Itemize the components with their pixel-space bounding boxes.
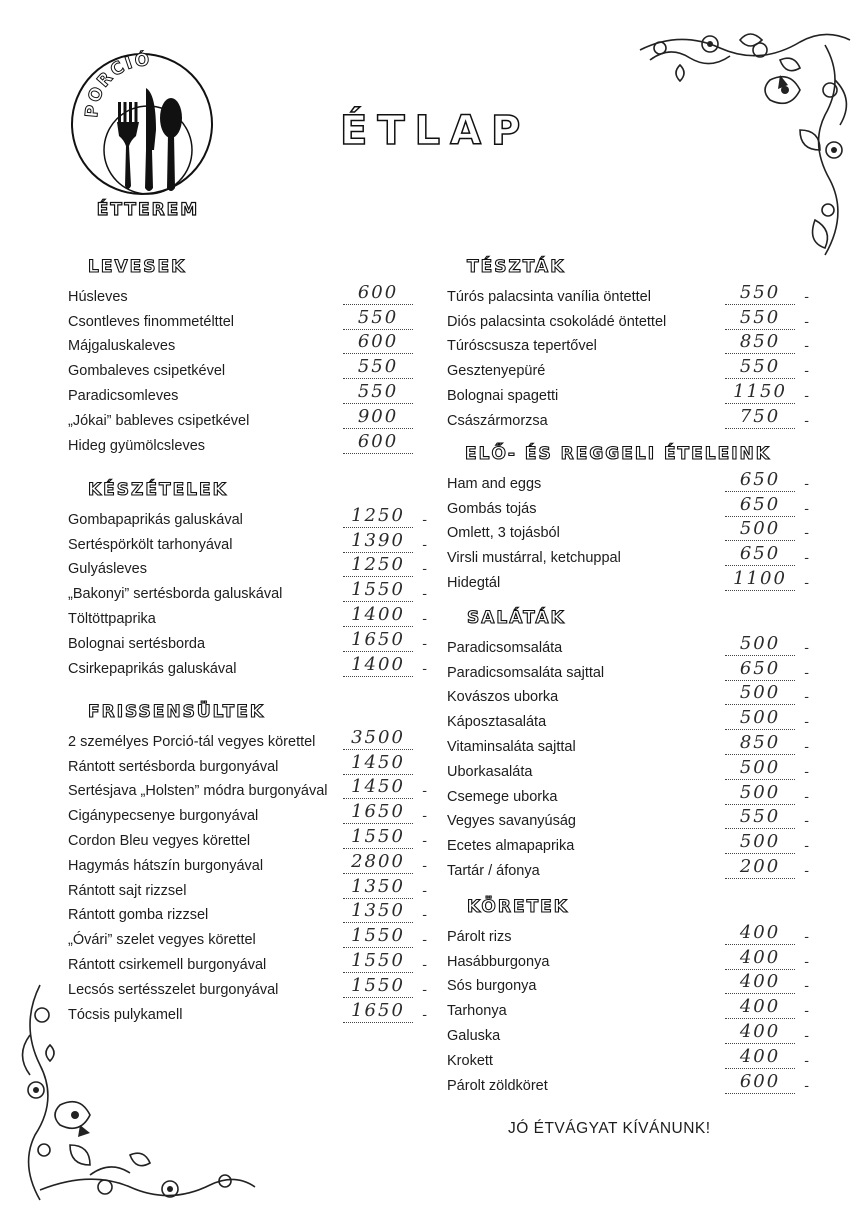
menu-item [68, 305, 413, 330]
price-dash: - [422, 956, 427, 973]
price-dash: - [422, 610, 427, 627]
menu-item-name: Gombapaprikás galuskával [68, 511, 243, 528]
menu-item-price [725, 281, 809, 305]
price-dash: - [422, 808, 427, 825]
price-value: 850 [739, 331, 781, 353]
menu-item [68, 354, 413, 379]
price-dash: - [422, 981, 427, 998]
price-value: 1400 [351, 653, 405, 675]
menu-item-name: Túróscsusza tepertővel [447, 338, 597, 355]
section-tesztak [447, 254, 809, 429]
menu-item [447, 1069, 809, 1094]
price-value: 550 [739, 281, 781, 303]
menu-item-name: Uborkasaláta [447, 763, 533, 780]
menu-item-price [343, 999, 427, 1023]
price-value: 400 [739, 921, 781, 943]
price-value: 1350 [351, 875, 405, 897]
menu-item-name: „Bakonyi” sertésborda galuskával [68, 586, 283, 603]
menu-item [447, 730, 809, 755]
menu-item-name: Virsli mustárral, ketchuppal [447, 550, 621, 567]
menu-item-price [343, 603, 427, 627]
item-list [447, 467, 809, 591]
price-value: 400 [739, 996, 781, 1018]
price-dash: - [804, 928, 809, 945]
price-value: 650 [739, 468, 781, 490]
menu-item-name: Túrós palacsinta vanília öntettel [447, 288, 651, 305]
menu-item [68, 973, 427, 998]
menu-item [68, 404, 413, 429]
price-dash: - [804, 1027, 809, 1044]
menu-item [68, 849, 427, 874]
price-dash: - [804, 838, 809, 855]
menu-item [68, 528, 427, 553]
menu-item-price [343, 307, 413, 330]
menu-item-price [343, 406, 413, 429]
price-dash: - [804, 953, 809, 970]
menu-item-name: Tarhonya [447, 1003, 507, 1020]
price-dash: - [804, 500, 809, 517]
price-value: 550 [357, 306, 399, 328]
menu-item-name: Sertéspörkölt tarhonyával [68, 536, 233, 553]
price-dash: - [422, 882, 427, 899]
price-value: 1150 [733, 380, 787, 402]
price-value: 1100 [733, 567, 787, 589]
menu-item-name: Paradicsomsaláta sajttal [447, 664, 605, 681]
menu-item-name: Gombás tojás [447, 500, 537, 517]
price-value: 550 [739, 356, 781, 378]
menu-item-price [343, 776, 427, 800]
price-value: 1550 [351, 925, 405, 947]
price-dash: - [804, 862, 809, 879]
price-dash: - [422, 511, 427, 528]
price-dash: - [804, 387, 809, 404]
menu-item [447, 330, 809, 355]
menu-item-price [343, 282, 413, 305]
price-dash: - [422, 783, 427, 800]
price-dash: - [804, 363, 809, 380]
price-value: 1650 [351, 628, 405, 650]
menu-item-price [725, 657, 809, 681]
menu-item-price [725, 682, 809, 706]
fork-icon [117, 102, 139, 189]
item-list [68, 280, 413, 454]
menu-item [447, 681, 809, 706]
menu-item-price [725, 806, 809, 830]
menu-item [447, 280, 809, 305]
menu-item [447, 854, 809, 879]
price-value: 400 [739, 1020, 781, 1042]
menu-item-price [343, 356, 413, 379]
menu-item-name: Tartár / áfonya [447, 862, 540, 879]
menu-item-price [725, 1070, 809, 1094]
section-title: ELŐ- ÉS REGGELI ÉTELEINK [465, 444, 771, 464]
menu-item-price [343, 949, 427, 973]
menu-item-name: Bolognai spagetti [447, 387, 559, 404]
item-list [447, 280, 809, 429]
menu-item-name: Császármorzsa [447, 412, 548, 429]
menu-item [447, 566, 809, 591]
menu-item-name: Gulyásleves [68, 561, 147, 578]
logo-name: PORCIÓ [82, 50, 152, 119]
menu-item-price [725, 632, 809, 656]
menu-item [68, 652, 427, 677]
menu-item [68, 503, 427, 528]
price-value: 400 [739, 971, 781, 993]
price-value: 650 [739, 657, 781, 679]
menu-item [68, 775, 427, 800]
menu-item-price [725, 405, 809, 429]
menu-item [447, 1019, 809, 1044]
menu-item-name: Májgaluskaleves [68, 338, 176, 355]
price-value: 550 [739, 806, 781, 828]
price-value: 600 [357, 430, 399, 452]
menu-item-name: Omlett, 3 tojásból [447, 525, 560, 542]
price-dash: - [804, 475, 809, 492]
price-dash: - [804, 550, 809, 567]
menu-item-price [725, 356, 809, 380]
section-levesek [68, 254, 413, 454]
menu-item-name: Csemege uborka [447, 788, 558, 805]
menu-item-price [725, 996, 809, 1020]
section-reggeli [447, 441, 809, 591]
menu-item [68, 799, 427, 825]
price-value: 550 [357, 356, 399, 378]
menu-item [68, 750, 413, 775]
menu-item [447, 541, 809, 567]
price-value: 1390 [351, 529, 405, 551]
price-dash: - [422, 660, 427, 677]
menu-item [68, 602, 427, 627]
price-dash: - [804, 525, 809, 542]
menu-item-name: „Jókai” bableves csipetkével [68, 412, 250, 429]
price-value: 850 [739, 731, 781, 753]
price-dash: - [804, 1052, 809, 1069]
menu-item-price [343, 653, 427, 677]
price-value: 1450 [351, 776, 405, 798]
menu-item-name: Lecsós sertésszelet burgonyával [68, 981, 279, 998]
menu-item-name: Ecetes almapaprika [447, 838, 575, 855]
menu-item [447, 755, 809, 780]
menu-item-name: Töltöttpaprika [68, 610, 156, 627]
price-dash: - [804, 1077, 809, 1094]
price-value: 900 [357, 405, 399, 427]
item-list [68, 503, 427, 677]
menu-item-price [725, 707, 809, 731]
menu-item [447, 492, 809, 517]
price-value: 400 [739, 1045, 781, 1067]
menu-item [447, 705, 809, 731]
menu-item [447, 829, 809, 855]
menu-item [68, 280, 413, 305]
menu-item [447, 379, 809, 404]
price-value: 500 [739, 682, 781, 704]
price-value: 500 [739, 756, 781, 778]
price-dash: - [422, 635, 427, 652]
menu-item-price [725, 493, 809, 517]
menu-item-name: Tócsis pulykamell [68, 1006, 183, 1023]
menu-item [68, 899, 427, 924]
menu-item-name: Rántott gomba rizzsel [68, 907, 209, 924]
menu-item [68, 553, 427, 578]
menu-item [447, 404, 809, 429]
menu-item [68, 874, 427, 899]
section-frissensultek [68, 699, 427, 1023]
price-dash: - [804, 738, 809, 755]
menu-item-name: Vitaminsaláta sajttal [447, 738, 576, 755]
page-title: ÉTLAP [340, 108, 531, 154]
menu-item [68, 627, 427, 652]
menu-item [68, 577, 427, 603]
price-value: 500 [739, 632, 781, 654]
menu-item [447, 631, 809, 656]
item-list [68, 725, 427, 1023]
menu-item [447, 305, 809, 330]
menu-item-name: Párolt zöldköret [447, 1077, 548, 1094]
section-salatak [447, 605, 809, 879]
price-value: 2800 [351, 850, 405, 872]
price-dash: - [804, 288, 809, 305]
menu-item-price [725, 731, 809, 755]
corner-ornament-icon [620, 20, 860, 280]
restaurant-logo [68, 50, 228, 230]
menu-item-name: Rántott sajt rizzsel [68, 882, 187, 899]
spoon-icon [160, 98, 182, 191]
menu-item-price [725, 468, 809, 492]
menu-item-price [725, 921, 809, 945]
menu-item-name: Párolt rizs [447, 928, 512, 945]
price-value: 500 [739, 707, 781, 729]
item-list [447, 920, 809, 1094]
menu-item-name: 2 személyes Porció-tál vegyes körettel [68, 733, 316, 750]
price-dash: - [804, 338, 809, 355]
menu-item-price [725, 781, 809, 805]
menu-item-price [343, 801, 427, 825]
menu-item-name: Gombaleves csipetkével [68, 363, 226, 380]
price-value: 1450 [351, 751, 405, 773]
price-value: 650 [739, 493, 781, 515]
section-title: SALÁTÁK [467, 608, 566, 628]
price-dash: - [804, 412, 809, 429]
closing-message: JÓ ÉTVÁGYAT KÍVÁNUNK! [508, 1120, 711, 1137]
menu-item-name: Káposztasaláta [447, 714, 547, 731]
menu-item [447, 805, 809, 830]
menu-item-name: Rántott csirkemell burgonyával [68, 956, 267, 973]
menu-item [447, 1044, 809, 1069]
menu-item-price [343, 825, 427, 849]
menu-item [68, 824, 427, 849]
price-value: 1550 [351, 825, 405, 847]
price-value: 200 [739, 855, 781, 877]
menu-item [447, 994, 809, 1020]
price-value: 550 [357, 380, 399, 402]
logo-emblem-icon [68, 50, 228, 210]
menu-item-price [725, 1020, 809, 1044]
price-value: 1350 [351, 900, 405, 922]
price-dash: - [804, 574, 809, 591]
price-value: 1650 [351, 801, 405, 823]
price-value: 600 [357, 281, 399, 303]
price-dash: - [422, 907, 427, 924]
menu-item-price [343, 331, 413, 354]
menu-item-name: Cigánypecsenye burgonyával [68, 808, 259, 825]
knife-icon [145, 88, 156, 191]
menu-item [447, 354, 809, 380]
price-dash: - [422, 932, 427, 949]
price-dash: - [422, 586, 427, 603]
price-value: 550 [739, 306, 781, 328]
menu-item-price [725, 543, 809, 567]
menu-item-name: Hideg gyümölcsleves [68, 437, 206, 454]
price-value: 500 [739, 781, 781, 803]
menu-item-name: Rántott sertésborda burgonyával [68, 758, 279, 775]
price-value: 1550 [351, 949, 405, 971]
price-value: 1250 [351, 504, 405, 526]
price-value: 1250 [351, 554, 405, 576]
menu-item [68, 998, 427, 1023]
menu-item [447, 467, 809, 492]
price-value: 3500 [351, 726, 405, 748]
menu-item-name: Paradicsomsaláta [447, 639, 563, 656]
menu-item [68, 923, 427, 949]
menu-item-name: Paradicsomleves [68, 387, 179, 404]
menu-item-name: Kovászos uborka [447, 689, 559, 706]
menu-item [68, 429, 413, 454]
price-dash: - [804, 788, 809, 805]
menu-item [447, 970, 809, 995]
menu-item-name: Csirkepaprikás galuskával [68, 660, 237, 677]
price-dash: - [804, 763, 809, 780]
price-dash: - [422, 857, 427, 874]
price-value: 1650 [351, 999, 405, 1021]
price-dash: - [422, 832, 427, 849]
menu-item-name: Sertésjava „Holsten” módra burgonyával [68, 783, 328, 800]
menu-item-name: Csontleves finommetélttel [68, 313, 235, 330]
menu-item-price [343, 554, 427, 578]
price-dash: - [422, 536, 427, 553]
section-title: FRISSENSÜLTEK [88, 702, 266, 722]
menu-item-price [725, 756, 809, 780]
menu-item-name: Sós burgonya [447, 978, 537, 995]
menu-item [447, 780, 809, 805]
price-dash: - [804, 714, 809, 731]
price-value: 1550 [351, 579, 405, 601]
price-value: 650 [739, 543, 781, 565]
menu-item-price [343, 579, 427, 603]
menu-item [447, 945, 809, 970]
menu-item-price [343, 431, 413, 454]
menu-item [447, 656, 809, 681]
menu-item-price [343, 925, 427, 949]
menu-item-price [725, 306, 809, 330]
price-value: 500 [739, 831, 781, 853]
menu-item-name: „Óvári” szelet vegyes körettel [68, 932, 256, 949]
price-value: 500 [739, 518, 781, 540]
menu-item-name: Vegyes savanyúság [447, 813, 576, 830]
menu-item-price [725, 946, 809, 970]
menu-item-price [343, 974, 427, 998]
price-dash: - [804, 689, 809, 706]
section-title: LEVESEK [88, 257, 187, 277]
menu-item-price [343, 529, 427, 553]
section-koretek [447, 894, 809, 1094]
menu-item-name: Gesztenyepüré [447, 363, 546, 380]
svg-text:PORCIÓ [82, 50, 152, 118]
menu-item-price [725, 831, 809, 855]
section-title: KÉSZÉTELEK [88, 480, 228, 500]
menu-item [68, 948, 427, 973]
price-dash: - [804, 664, 809, 681]
menu-item [68, 330, 413, 355]
menu-item-name: Ham and eggs [447, 475, 542, 492]
price-value: 750 [739, 405, 781, 427]
menu-item-name: Hagymás hátszín burgonyával [68, 857, 264, 874]
menu-item-price [725, 567, 809, 591]
item-list [447, 631, 809, 879]
menu-item-price [343, 752, 413, 775]
menu-item-name: Bolognai sertésborda [68, 635, 206, 652]
price-dash: - [804, 978, 809, 995]
price-dash: - [422, 561, 427, 578]
price-value: 1400 [351, 603, 405, 625]
price-dash: - [804, 313, 809, 330]
price-value: 600 [357, 331, 399, 353]
menu-item-price [725, 855, 809, 879]
price-dash: - [804, 813, 809, 830]
menu-item-price [343, 727, 413, 750]
section-title: KÖRETEK [467, 897, 569, 917]
menu-item-price [343, 900, 427, 924]
price-value: 1550 [351, 974, 405, 996]
menu-item-name: Húsleves [68, 288, 128, 305]
price-dash: - [422, 1006, 427, 1023]
menu-item-price [343, 628, 427, 652]
menu-item-name: Cordon Bleu vegyes körettel [68, 832, 251, 849]
menu-item-name: Krokett [447, 1052, 493, 1069]
section-keszetelek [68, 477, 427, 677]
logo-subtitle: ÉTTEREM [96, 200, 200, 220]
menu-item-price [725, 380, 809, 404]
menu-item [68, 725, 413, 750]
menu-item-price [725, 971, 809, 995]
price-value: 400 [739, 946, 781, 968]
price-dash: - [804, 1003, 809, 1020]
menu-item-price [725, 1045, 809, 1069]
menu-item-price [725, 331, 809, 355]
menu-item-price [343, 504, 427, 528]
menu-item-price [343, 850, 427, 874]
menu-item [447, 920, 809, 945]
menu-item-price [343, 381, 413, 404]
menu-item [68, 379, 413, 404]
menu-item-price [725, 518, 809, 542]
menu-item-price [343, 875, 427, 899]
menu-item-name: Hidegtál [447, 574, 501, 591]
menu-item-name: Galuska [447, 1027, 501, 1044]
price-dash: - [804, 639, 809, 656]
menu-item-name: Hasábburgonya [447, 953, 550, 970]
menu-item [447, 517, 809, 542]
section-title: TÉSZTÁK [467, 257, 566, 277]
menu-item-name: Diós palacsinta csokoládé öntettel [447, 313, 667, 330]
price-value: 600 [739, 1070, 781, 1092]
